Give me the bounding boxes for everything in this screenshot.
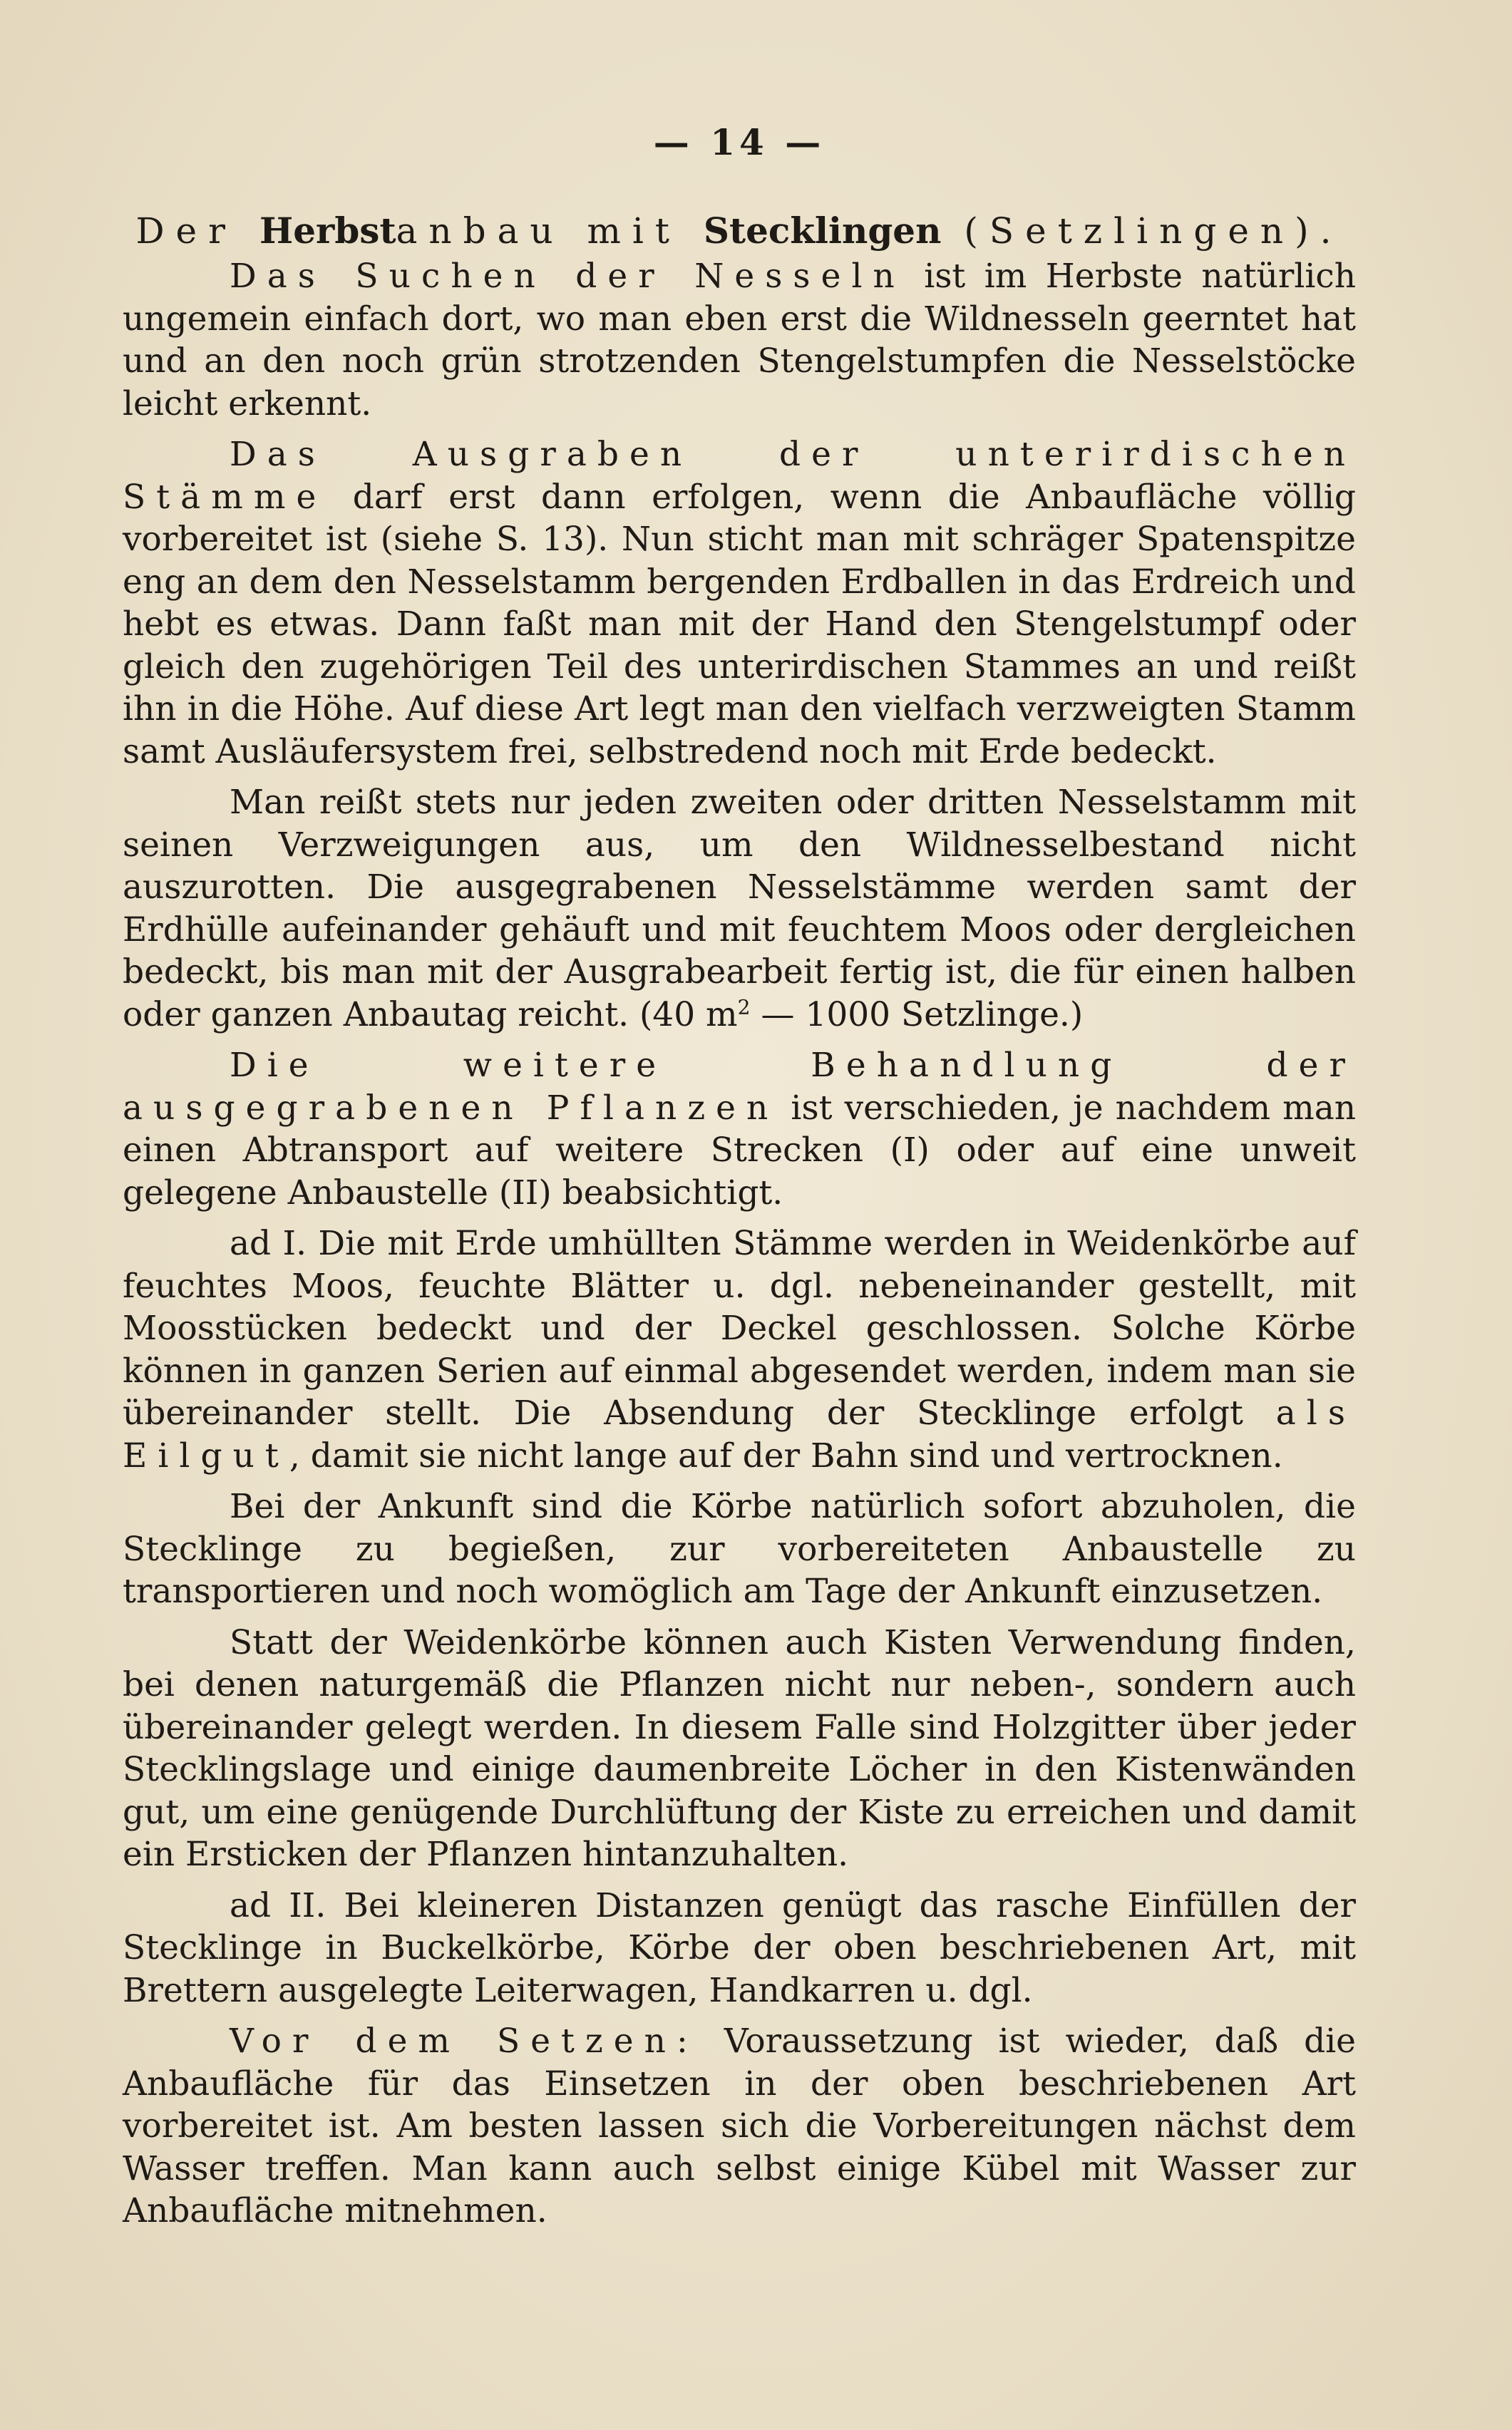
paragraph-1-text: ist im Herbste natürlich ungemein einfach dort, wo man eben erst die Wildnesseln geerntet hat und an den noch grün strotzenden Stengelstumpfen die Nesselstöcke leicht erkennt. (123, 257, 1356, 423)
heading-part-5: (Setzlingen). (941, 210, 1343, 252)
paragraph-2 (123, 433, 1356, 773)
paragraph-7 (123, 1622, 1356, 1876)
paragraph-8 (123, 1885, 1356, 2012)
paragraph-5 (123, 1222, 1356, 1477)
paragraph-9-lead: Vor dem Setzen: (230, 2022, 699, 2061)
paragraph-5-spaced: als Eilgut (123, 1394, 1356, 1476)
paragraph-4-lead: Die weitere Behandlung der ausgegrabenen Pflanzen (123, 1046, 1356, 1128)
section-heading (123, 210, 1356, 253)
paragraph-3-sup: 2 (737, 994, 751, 1019)
heading-part-2: Herbst (259, 209, 396, 252)
paragraph-9 (123, 2020, 1356, 2233)
paragraph-2-lead: Das Ausgraben der unterirdischen Stämme (123, 435, 1356, 517)
page-number: — 14 — (653, 121, 826, 163)
paragraph-6-text: Bei der Ankunft sind die Körbe natürlich sofort abzuholen, die Stecklinge zu begießen, zur vorbereiteten Anbaustelle zu transportieren und noch womöglich am Tage der Ankunft einzusetzen. (123, 1487, 1356, 1611)
text-block (123, 121, 1356, 2241)
heading-part-1: Der (135, 210, 259, 252)
paragraph-5-text-2: , damit sie nicht lange auf der Bahn sind und vertrocknen. (289, 1436, 1283, 1476)
paragraph-4-text: ist verschieden, je nachdem man einen Abtransport auf weitere Strecken (I) oder auf eine unweit gelegene Anbaustelle (II) beabsichtigt. (123, 1088, 1357, 1213)
paragraph-7-text: Statt der Weidenkörbe können auch Kisten Verwendung finden, bei denen naturgemäß die Pflanzen nicht nur neben-, sondern auch übereinander gelegt werden. In diesem Falle sind Holzgitter über jeder Stecklingslage und einige daumenbreite Löcher in den Kistenwänden gut, um eine genügende Durchlüftung der Kiste zu erreichen und damit ein Ersticken der Pflanzen hintanzuhalten. (123, 1622, 1356, 1874)
paragraph-1-lead: Das Suchen der Nesseln (230, 257, 905, 296)
paragraph-3-tail: — 1000 Setzlinge.) (750, 994, 1084, 1034)
paragraph-8-text: ad II. Bei kleineren Distanzen genügt das rasche Einfüllen der Stecklinge in Buckelkörbe, Körbe der oben beschriebenen Art, mit Brettern ausgelegte Leiterwagen, Handkarren u. dgl. (123, 1885, 1356, 2010)
heading-part-3: anbau mit (396, 210, 704, 252)
paragraph-3 (123, 781, 1356, 1036)
paragraph-4 (123, 1044, 1356, 1214)
heading-part-4: Stecklingen (703, 209, 942, 252)
paragraph-9-text: Voraussetzung ist wieder, daß die Anbaufläche für das Einsetzen in der oben beschriebenen Art vorbereitet ist. Am besten lassen sich die Vorbereitungen nächst dem Wasser treffen. Man kann auch selbst einige Kübel mit Wasser zur Anbaufläche mitnehmen. (123, 2022, 1356, 2230)
paragraph-2-text: darf erst dann erfolgen, wenn die Anbaufläche völlig vorbereitet ist (siehe S. 13). Nun sticht man mit schräger Spatenspitze eng an dem den Nesselstamm bergenden Erdballen in das Erdreich und hebt es etwas. Dann faßt man mit der Hand den Stengelstumpf oder gleich den zugehörigen Teil des unterirdischen Stammes an und reißt ihn in die Höhe. Auf diese Art legt man den vielfach verzweigten Stamm samt Ausläufersystem frei, selbstredend noch mit Erde bedeckt. (123, 477, 1356, 771)
paragraph-6 (123, 1486, 1356, 1613)
paragraph-1 (123, 255, 1356, 425)
paragraph-3-text: Man reißt stets nur jeden zweiten oder dritten Nesselstamm mit seinen Verzweigungen aus, um den Wildnesselbestand nicht auszurotten. Die ausgegrabenen Nesselstämme werden samt der Erdhülle aufeinander gehäuft und mit feuchtem Moos oder dergleichen bedeckt, bis man mit der Ausgrabearbeit fertig ist, die für einen halben oder ganzen Anbautag reicht. (40 m (123, 783, 1356, 1034)
paragraph-5-text-1: ad I. Die mit Erde umhüllten Stämme werden in Weidenkörbe auf feuchtes Moos, feuchte Blätter u. dgl. nebeneinander gestellt, mit Moosstücken bedeckt und der Deckel geschlossen. Solche Körbe können in ganzen Serien auf einmal abgesendet werden, indem man sie übereinander stellt. Die Absendung der Stecklinge erfolgt (123, 1224, 1356, 1433)
